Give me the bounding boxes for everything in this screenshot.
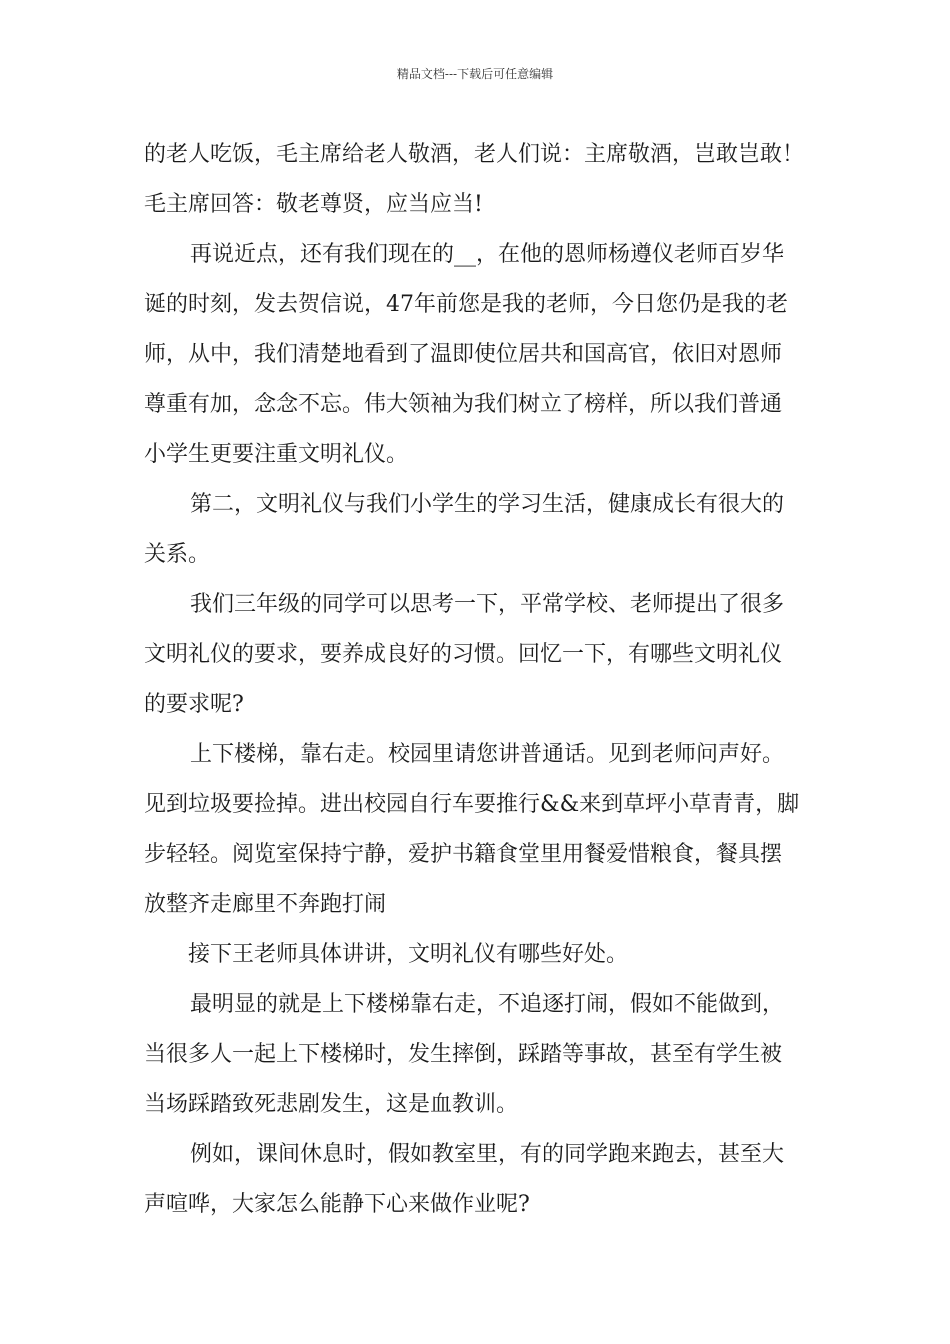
text-line: 关系。	[144, 542, 211, 567]
paragraph-start-line: 再说近点，还有我们现在的__，在他的恩师杨遵仪老师百岁华	[190, 242, 785, 267]
page-header: 精品文档---下载后可任意编辑	[396, 67, 554, 81]
body-text	[144, 130, 809, 1230]
paragraph-start-line: 我们三年级的同学可以思考一下，平常学校、老师提出了很多	[190, 592, 785, 617]
paragraph-start-line: 例如，课间休息时，假如教室里，有的同学跑来跑去，甚至大	[190, 1142, 785, 1167]
paragraph-start-line: 最明显的就是上下楼梯靠右走，不追逐打闹，假如不能做到，	[190, 992, 785, 1017]
text-line: 诞的时刻，发去贺信说，47年前您是我的老师，今日您仍是我的老	[144, 292, 788, 317]
text-line: 师，从中，我们清楚地看到了温即使位居共和国高官，依旧对恩师	[144, 342, 783, 367]
text-line: 见到垃圾要捡掉。进出校园自行车要推行&&来到草坪小草青青，脚	[144, 792, 800, 817]
paragraph-start-line: 第二，文明礼仪与我们小学生的学习生活，健康成长有很大的	[190, 492, 785, 517]
text-line: 的要求呢?	[144, 692, 244, 717]
text-line: 文明礼仪的要求，要养成良好的习惯。回忆一下，有哪些文明礼仪	[144, 642, 783, 667]
text-line: 当很多人一起上下楼梯时，发生摔倒，踩踏等事故，甚至有学生被	[144, 1042, 783, 1067]
text-line: 放整齐走廊里不奔跑打闹	[144, 892, 387, 917]
text-line: 步轻轻。阅览室保持宁静，爱护书籍食堂里用餐爱惜粮食，餐具摆	[144, 842, 783, 867]
text-line: 当场踩踏致死悲剧发生，这是血教训。	[144, 1092, 519, 1117]
text-line: 尊重有加，念念不忘。伟大领袖为我们树立了榜样，所以我们普通	[144, 392, 783, 417]
text-line: 小学生更要注重文明礼仪。	[144, 442, 409, 467]
text-line: 的老人吃饭，毛主席给老人敬酒，老人们说：主席敬酒，岂敢岂敢！	[144, 142, 805, 167]
text-line: 毛主席回答：敬老尊贤，应当应当!	[144, 192, 483, 217]
text-line: 声喧哗，大家怎么能静下心来做作业呢?	[144, 1192, 530, 1217]
paragraph-start-line: 接下王老师具体讲讲，文明礼仪有哪些好处。	[188, 942, 629, 967]
paragraph-start-line: 上下楼梯，靠右走。校园里请您讲普通话。见到老师问声好。	[190, 742, 785, 767]
